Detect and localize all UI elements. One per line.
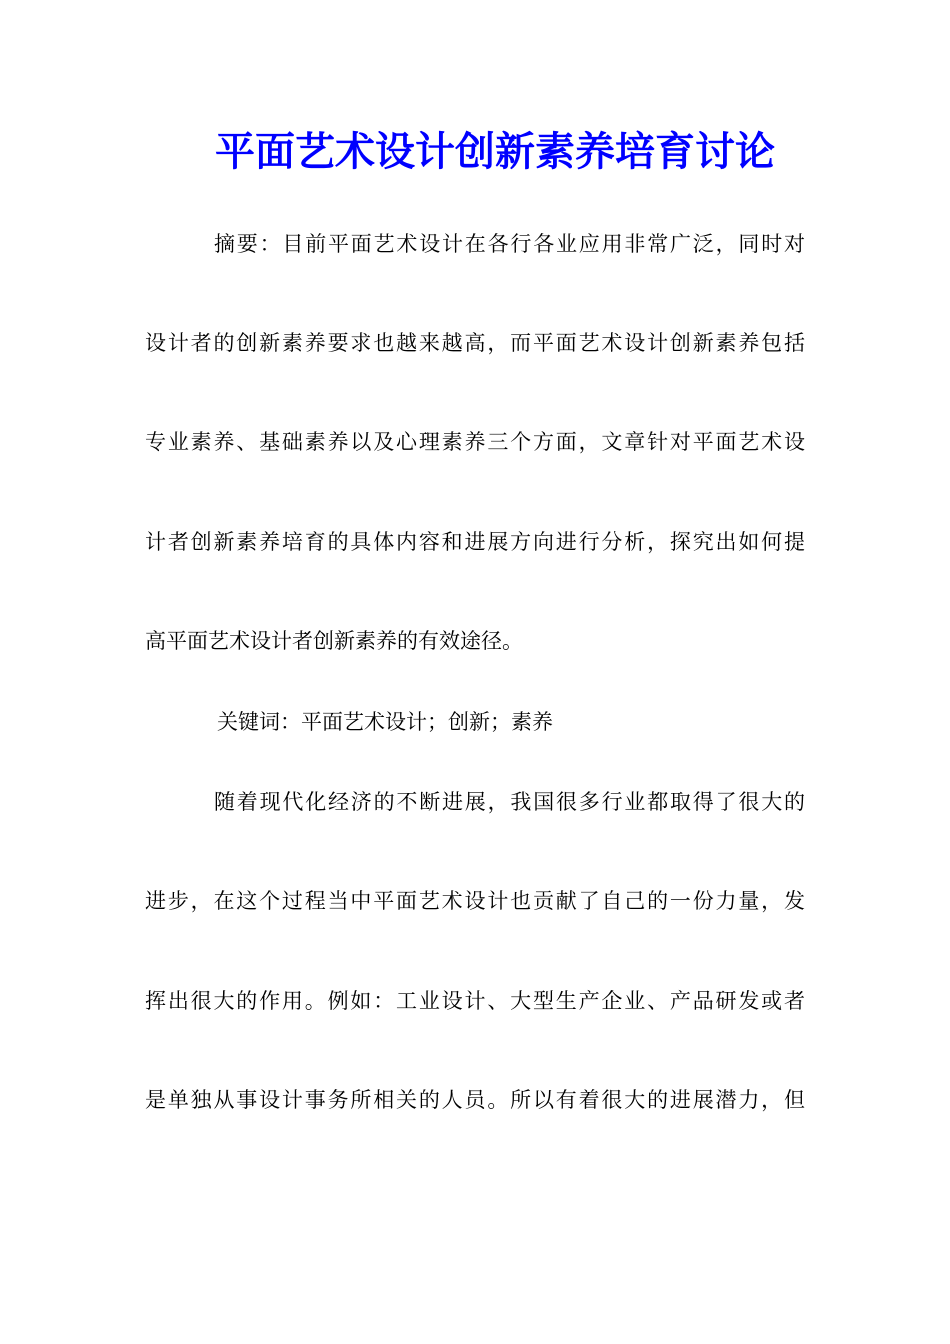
body-line-2: 进步，在这个过程当中平面艺术设计也贡献了自己的一份力量，发	[145, 889, 805, 913]
body-line-1: 随着现代化经济的不断进展，我国很多行业都取得了很大的	[214, 790, 805, 814]
abstract-line-4: 计者创新素养培育的具体内容和进展方向进行分析，探究出如何提	[145, 530, 805, 554]
document-title: 平面艺术设计创新素养培育讨论	[215, 128, 775, 175]
abstract-line-5: 高平面艺术设计者创新素养的有效途径。	[145, 629, 523, 653]
abstract-line-3: 专业素养、基础素养以及心理素养三个方面，文章针对平面艺术设	[145, 430, 805, 454]
body-line-3: 挥出很大的作用。例如：工业设计、大型生产企业、产品研发或者	[145, 989, 805, 1013]
keywords-line: 关键词：平面艺术设计；创新；素养	[217, 710, 553, 734]
abstract-line-2: 设计者的创新素养要求也越来越高，而平面艺术设计创新素养包括	[145, 331, 805, 355]
body-line-4: 是单独从事设计事务所相关的人员。所以有着很大的进展潜力，但	[145, 1088, 805, 1112]
abstract-line-1: 摘要：目前平面艺术设计在各行各业应用非常广泛，同时对	[214, 232, 805, 256]
